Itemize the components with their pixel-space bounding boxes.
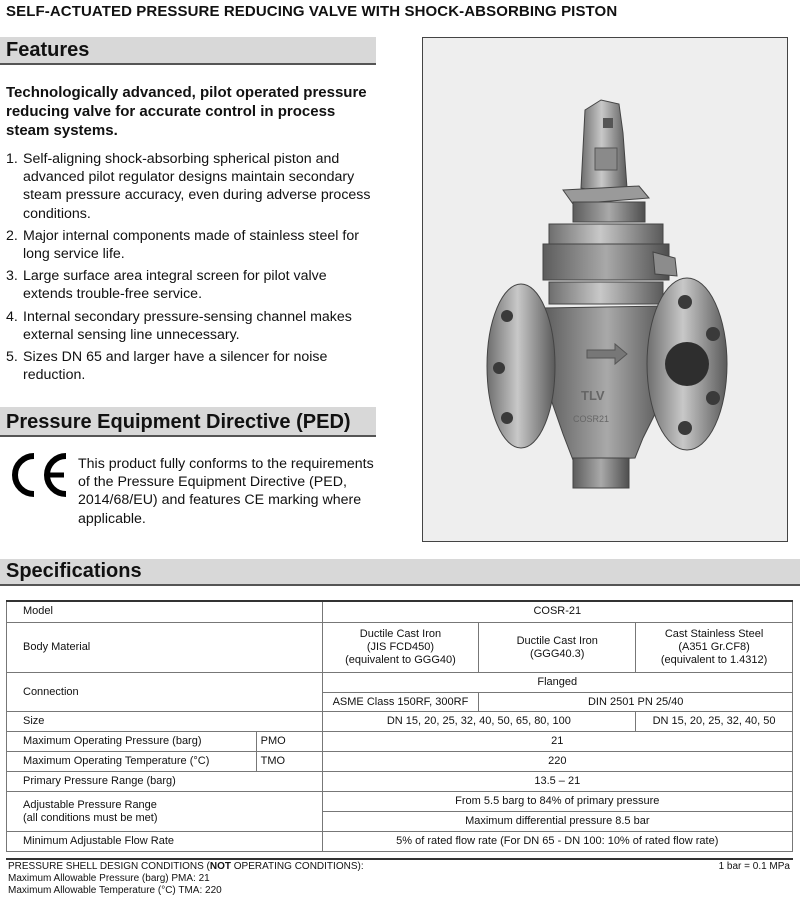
material-line: (JIS FCD450)	[366, 641, 435, 653]
specifications-header	[0, 559, 800, 586]
features-intro: Technologically advanced, pilot operated pressure reducing valve for accurate control in process steam systems.	[6, 84, 367, 139]
ped-heading: Pressure Equipment Directive (PED)	[6, 411, 351, 433]
list-item-number: 3.	[6, 268, 18, 285]
table-cell-value: 21	[322, 732, 792, 752]
table-row	[7, 752, 793, 772]
table-cell-value: DN 15, 20, 25, 32, 40, 50, 65, 80, 100	[322, 712, 636, 732]
list-item	[6, 150, 376, 223]
features-list	[6, 150, 376, 388]
table-row	[7, 732, 793, 752]
notes-text: PRESSURE SHELL DESIGN CONDITIONS (	[8, 861, 210, 872]
valve-brand-text: COSR21	[573, 414, 610, 424]
table-cell-value	[479, 623, 636, 673]
table-cell-label: Maximum Operating Pressure (barg)	[7, 732, 257, 752]
list-item-number: 4.	[6, 308, 18, 325]
pressure-reducing-valve-photo-icon	[423, 38, 787, 541]
features-header	[0, 37, 376, 65]
valve-body-text: TLV	[581, 388, 605, 403]
table-row	[7, 673, 793, 693]
table-cell-value: ASME Class 150RF, 300RF	[322, 693, 479, 712]
table-cell-value: 5% of rated flow rate (For DN 65 - DN 100: 10% of rated flow rate)	[322, 832, 792, 852]
table-cell-value	[322, 623, 479, 673]
specifications-table	[6, 600, 793, 852]
list-item-text: Large surface area integral screen for pilot valve extends trouble-free service.	[23, 268, 327, 303]
table-cell-abbr: PMO	[256, 732, 322, 752]
pma-note: Maximum Allowable Pressure (barg) PMA: 21	[8, 873, 210, 884]
table-cell-value	[636, 623, 793, 673]
list-item-text: Self-aligning shock-absorbing spherical piston and advanced pilot regulator designs maintain secondary steam pressure accuracy, even during adverse process conditions.	[23, 151, 371, 222]
table-row	[7, 712, 793, 732]
table-cell-value: 220	[322, 752, 792, 772]
adj-range-label-line: (all conditions must be met)	[23, 811, 158, 824]
material-line: (GGG40.3)	[530, 647, 585, 660]
table-cell-value: DN 15, 20, 25, 32, 40, 50	[636, 712, 793, 732]
table-cell-label	[7, 792, 323, 832]
table-top-rule	[6, 600, 793, 602]
table-row	[7, 772, 793, 792]
table-cell-value: 13.5 – 21	[322, 772, 792, 792]
table-cell-label: Size	[7, 712, 323, 732]
table-cell-value: COSR-21	[322, 601, 792, 623]
list-item-text: Major internal components made of stainless steel for long service life.	[23, 227, 359, 263]
table-cell-value: From 5.5 barg to 84% of primary pressure	[322, 792, 792, 812]
list-item	[6, 308, 376, 344]
specifications-heading: Specifications	[6, 560, 142, 582]
list-item-text: Internal secondary pressure-sensing channel makes external sensing line unnecessary.	[23, 308, 352, 343]
notes-emphasis: NOT	[209, 861, 231, 872]
page-title: SELF-ACTUATED PRESSURE REDUCING VALVE WITH SHOCK-ABSORBING PISTON	[6, 3, 618, 20]
table-cell-label: Connection	[7, 673, 323, 712]
list-item-number: 2.	[6, 227, 18, 244]
table-row	[7, 792, 793, 812]
table-row	[7, 601, 793, 623]
table-row	[7, 623, 793, 673]
material-line: Ductile Cast Iron	[359, 628, 442, 640]
material-line: (A351 Gr.CF8)	[678, 641, 750, 653]
table-cell-label: Body Material	[7, 623, 323, 673]
list-item-text: Sizes DN 65 and larger have a silencer for noise reduction.	[23, 349, 328, 384]
design-conditions-notes	[8, 861, 364, 897]
ce-mark-icon	[6, 450, 72, 500]
features-heading: Features	[6, 39, 90, 61]
material-line: Ductile Cast Iron	[516, 634, 598, 647]
list-item	[6, 348, 376, 384]
table-bottom-rule	[6, 858, 793, 860]
material-line: Cast Stainless Steel	[664, 628, 764, 640]
table-cell-label: Model	[7, 601, 323, 623]
table-cell-value: DIN 2501 PN 25/40	[479, 693, 793, 712]
unit-conversion-note: 1 bar = 0.1 MPa	[718, 861, 790, 872]
list-item-number: 5.	[6, 349, 18, 366]
ped-header	[0, 407, 376, 437]
material-line: (equivalent to GGG40)	[345, 654, 456, 666]
list-item	[6, 267, 376, 303]
table-cell-label: Minimum Adjustable Flow Rate	[7, 832, 323, 852]
material-line: (equivalent to 1.4312)	[660, 654, 768, 666]
ped-text: This product fully conforms to the requirements of the Pressure Equipment Directive (PED, 2014/68/EU) and features CE marking where applicable.	[78, 456, 374, 527]
adj-range-label-line: Adjustable Pressure Range	[23, 798, 157, 811]
table-cell-value: Maximum differential pressure 8.5 bar	[322, 812, 792, 832]
list-item	[6, 227, 376, 263]
table-cell-label: Maximum Operating Temperature (°C)	[7, 752, 257, 772]
table-cell-value: Flanged	[322, 673, 792, 693]
list-item-number: 1.	[6, 151, 18, 167]
notes-text: OPERATING CONDITIONS):	[231, 861, 364, 872]
table-row	[7, 832, 793, 852]
tma-note: Maximum Allowable Temperature (°C) TMA: 220	[8, 885, 222, 896]
table-cell-abbr: TMO	[256, 752, 322, 772]
design-conditions-heading	[8, 861, 364, 873]
table-cell-label: Primary Pressure Range (barg)	[7, 772, 323, 792]
product-photo	[422, 37, 788, 542]
